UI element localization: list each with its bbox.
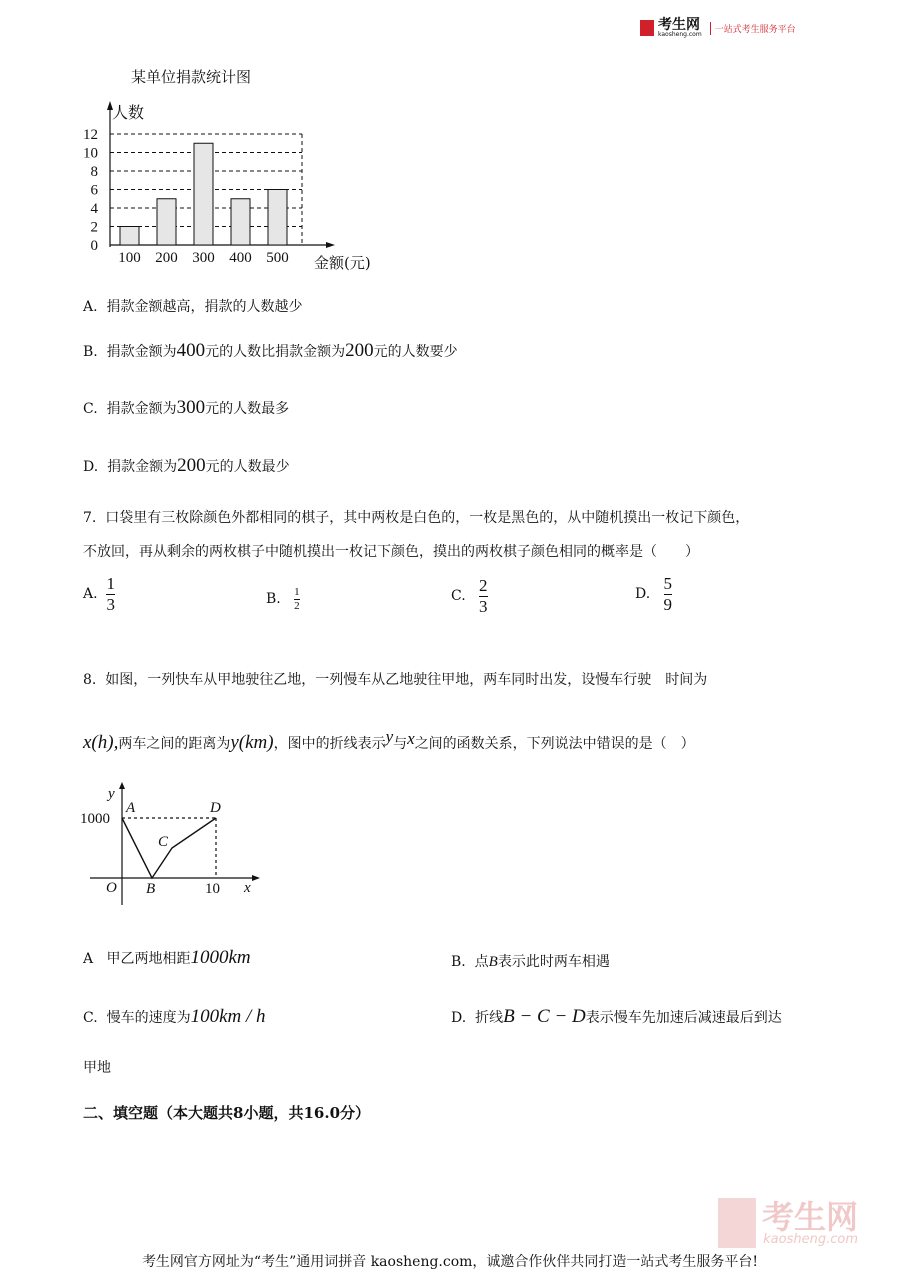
graph-polyline (122, 818, 216, 878)
q6-option-c[interactable]: C. 捐款金额为300元的人数最多 (83, 397, 290, 418)
x-value-label: 10 (205, 881, 220, 897)
y-tick-label: 2 (90, 219, 98, 236)
q8-line2: x(h),两车之间的距离为y(km)，图中的折线表示y与x之间的函数关系，下列说法中错误的是（ ） (83, 727, 695, 753)
q8-option-b[interactable]: B. 点B表示此时两车相遇 (451, 954, 610, 970)
x-tick-label: 100 (118, 250, 141, 266)
x-arrow-icon (252, 875, 260, 881)
x-tick-label: 500 (266, 250, 289, 266)
point-a-label: A (126, 800, 136, 816)
bar-chart (80, 98, 400, 278)
q7-option-b[interactable]: B. $\frac{1}{2}$ (266, 586, 300, 612)
y-value-label: 1000 (80, 811, 110, 827)
watermark-icon (718, 1198, 756, 1248)
x-axis-label: x (244, 880, 251, 896)
watermark (718, 1198, 858, 1248)
x-tick-label: 300 (192, 250, 215, 266)
x-tick-label: 200 (155, 250, 178, 266)
header-logo[interactable] (640, 18, 796, 38)
q8-graph (80, 780, 280, 910)
point-c-label: C (158, 834, 169, 850)
bar (157, 199, 176, 245)
footer-text: 考生网官方网址为“考生”通用词拼音 kaosheng.com，诚邀合作伙伴共同打造一站式考生服务平台! (141, 1254, 759, 1270)
q7-option-a[interactable]: A. $\frac{1}{3}$ (83, 574, 115, 614)
section2-heading: 二、填空题（本大题共8小题，共16.0分） (83, 1104, 371, 1122)
q8-option-d-cont: 甲地 (83, 1060, 111, 1076)
bar (194, 143, 213, 245)
x-arrow-icon (326, 242, 335, 248)
q8-line1: 8. 如图，一列快车从甲地驶往乙地，一列慢车从乙地驶往甲地，两车同时出发，设慢车行驶 时间为 (83, 672, 708, 688)
q7-option-c[interactable]: C. $\frac{2}{3}$ (451, 576, 488, 616)
logo-icon (640, 20, 654, 36)
y-tick-label: 8 (90, 164, 98, 180)
bar (120, 227, 139, 246)
y-tick-label: 12 (83, 127, 98, 143)
bar (268, 190, 287, 246)
y-arrow-icon (119, 782, 125, 789)
x-tick-label: 400 (229, 250, 252, 266)
watermark-sub: kaosheng.com (763, 1231, 859, 1247)
point-d-label: D (210, 800, 221, 816)
q8-option-d[interactable]: D. 折线B − C − D表示慢车先加速后减速最后到达 (451, 1006, 782, 1027)
q6-option-a[interactable]: A. 捐款金额越高，捐款的人数越少 (83, 299, 303, 315)
q7-option-d[interactable]: D. $\frac{5}{9}$ (635, 574, 673, 614)
q8-option-a[interactable]: A 甲乙两地相距1000km (83, 947, 251, 968)
q7-line2: 不放回，再从剩余的两枚棋子中随机摸出一枚记下颜色，摸出的两枚棋子颜色相同的概率是（ ） (83, 544, 699, 560)
y-tick-label: 6 (90, 182, 98, 199)
q6-option-d[interactable]: D. 捐款金额为200元的人数最少 (83, 455, 290, 476)
chart-title: 某单位捐款统计图 (131, 68, 252, 86)
x-axis-label: 金额(元) (314, 254, 371, 272)
bar (231, 199, 250, 245)
q7-line1: 7. 口袋里有三枚除颜色外都相同的棋子，其中两枚是白色的，一枚是黑色的，从中随机摸出一枚记下颜色， (83, 510, 750, 526)
y-axis-label: y (108, 786, 115, 802)
y-tick-label: 10 (83, 145, 98, 162)
q6-option-b[interactable]: B. 捐款金额为400元的人数比捐款金额为200元的人数要少 (83, 340, 458, 361)
y-axis-label: 人数 (112, 103, 145, 122)
header-slogan: 一站式考生服务平台 (710, 22, 796, 35)
y-tick-label: 4 (90, 201, 98, 217)
point-b-label: B (146, 881, 156, 897)
logo-sub: kaosheng.com (658, 31, 702, 38)
watermark-text: 考生网 (762, 1197, 859, 1236)
y-tick-label: 0 (90, 238, 98, 254)
origin-label: O (106, 880, 117, 896)
q8-option-c[interactable]: C. 慢车的速度为100km / h (83, 1006, 266, 1027)
logo-text: 考生网 (658, 17, 700, 33)
